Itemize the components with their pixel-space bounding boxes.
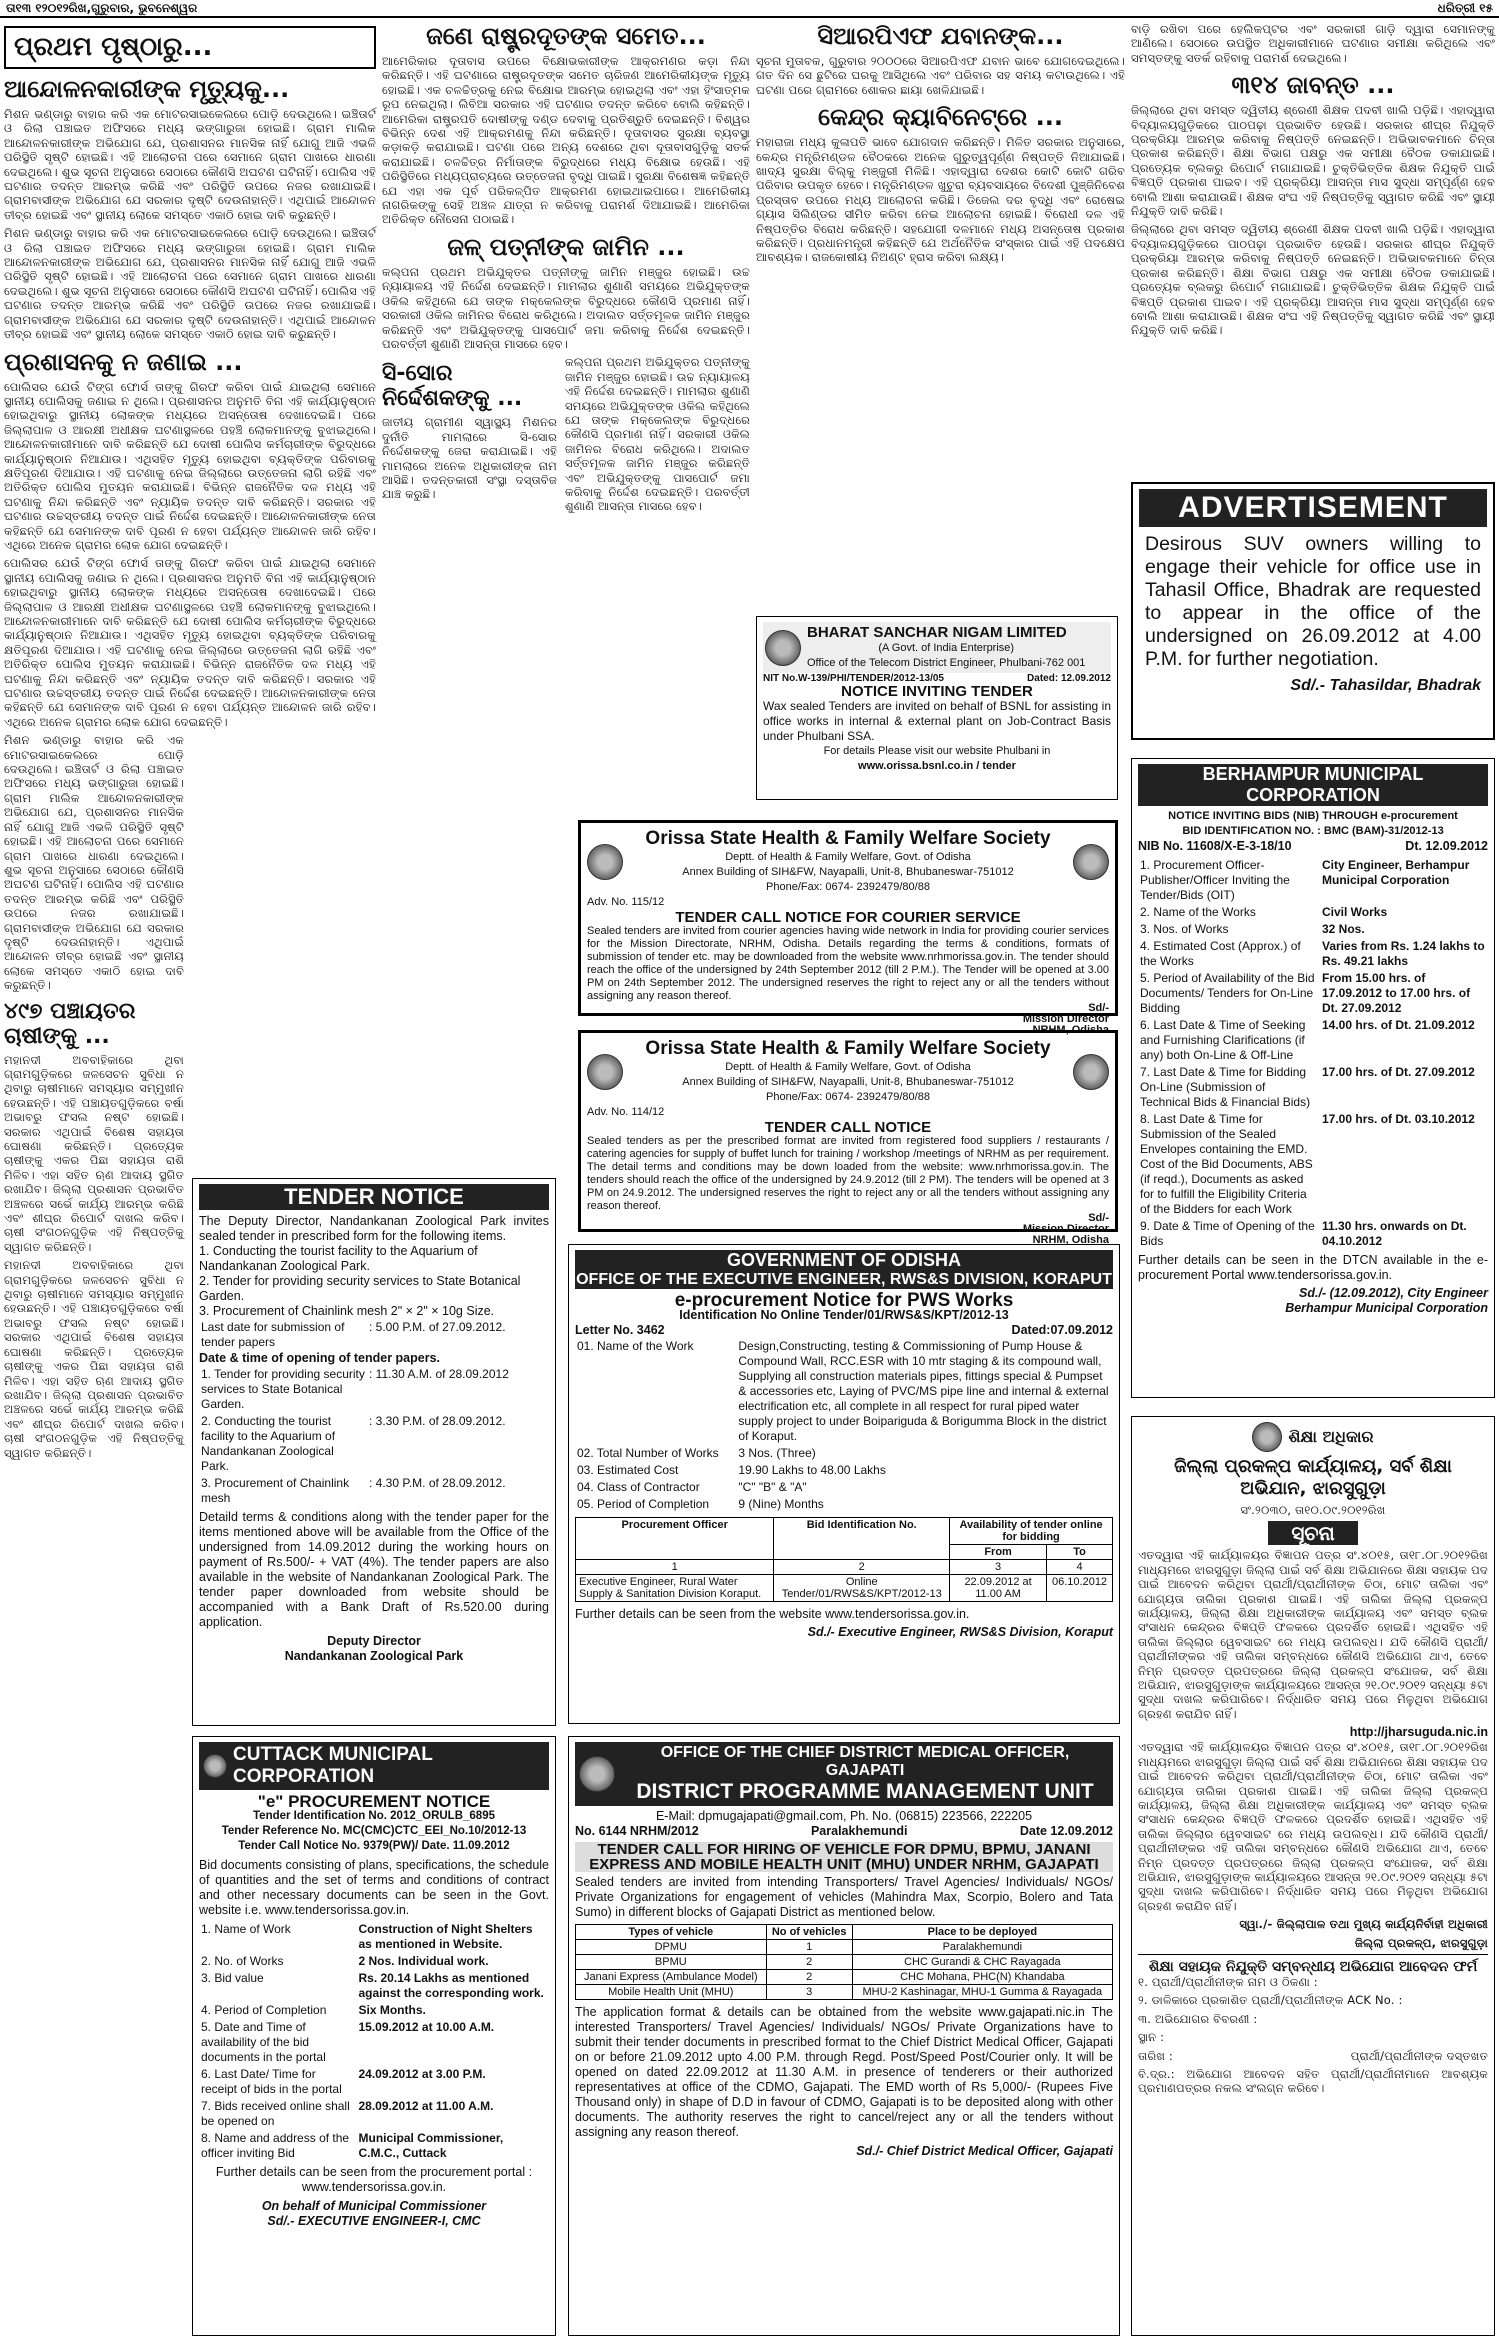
bsnl-notice xyxy=(756,616,1118,800)
headline-crpf-jawan: ସିଆରପିଏଫ ଯବାନଙ୍କ... xyxy=(817,22,1064,50)
bmc-key: 1. Procurement Officer-Publisher/Officer Inviting the Tender/Bids (OIT) xyxy=(1140,858,1290,902)
article-text: ମହାନଦୀ ଅବବାହିକାରେ ଥିବା ଗ୍ରାମଗୁଡ଼ିକରେ ଜଳସେଚନ ସୁବିଧା ନ ଥିବାରୁ ଚାଷୀମାନେ ସମସ୍ୟାର ସମ୍ମୁଖୀନ ହେଉଛନ୍ତି। ଏହି ପଞ୍ଚାୟତଗୁଡ଼ିକରେ ବର୍ଷା ଅଭାବରୁ ଫସଲ ନଷ୍ଟ ହୋଇଛି। ସରକାର ଏଥିପାଇଁ ବିଶେଷ ସହାୟତା ଘୋଷଣା କରିଛନ୍ତି। ପ୍ରତ୍ୟେକ ଚାଷୀଙ୍କୁ ଏକର ପିଛା ସହାୟତା ରାଶି ମିଳିବ। ଏହା ସହିତ ଋଣ ଆଦାୟ ସ୍ଥଗିତ ରଖାଯିବ। ଜିଲ୍ଲା ପ୍ରଶାସନ ପ୍ରଭାବିତ ଅଞ୍ଚଳରେ ସର୍ଭେ କାର୍ଯ୍ୟ ଆରମ୍ଭ କରିଛି ଏବଂ ଶୀଘ୍ର ରିପୋର୍ଟ ଦାଖଲ କରିବ। ଚାଷୀ ସଂଗଠନଗୁଡ଼ିକ ଏହି ନିଷ୍ପତ୍ତିକୁ ସ୍ୱାଗତ କରିଛନ୍ତି। xyxy=(4,1258,184,1460)
rws-date: Dated:07.09.2012 xyxy=(1011,1323,1113,1337)
bmc-sub: NOTICE INVITING BIDS (NIB) THROUGH e-procurement xyxy=(1168,810,1458,822)
article-text: ଜିଲ୍ଲାରେ ଥିବା ସମସ୍ତ ଦ୍ୱିତୀୟ ଶ୍ରେଣୀ ଶିକ୍ଷକ ପଦବୀ ଖାଲି ପଡ଼ିଛି। ଏହାଦ୍ୱାରା ବିଦ୍ୟାଳୟଗୁଡ଼ିକରେ ପାଠପଢ଼ା ପ୍ରଭାବିତ ହେଉଛି। ସରକାର ଶୀଘ୍ର ନିଯୁକ୍ତି ପ୍ରକ୍ରିୟା ଆରମ୍ଭ କରିବାକୁ ନିଷ୍ପତ୍ତି ନେଇଛନ୍ତି। ଅଭିଭାବକମାନେ ଚିନ୍ତା ପ୍ରକାଶ କରିଛନ୍ତି। ଶିକ୍ଷା ବିଭାଗ ପକ୍ଷରୁ ଏକ ସମୀକ୍ଷା ବୈଠକ ଡକାଯାଇଛି। ପ୍ରତ୍ୟେକ ବ୍ଲକରୁ ରିପୋର୍ଟ ମଗାଯାଇଛି। ଚୁକ୍ତିଭିତ୍ତିକ ଶିକ୍ଷକ ନିଯୁକ୍ତି ପାଇଁ ବିଜ୍ଞପ୍ତି ପ୍ରକାଶ ପାଇବ। ଏହି ପ୍ରକ୍ରିୟା ଆସନ୍ତା ମାସ ସୁଦ୍ଧା ସମ୍ପୂର୍ଣ୍ଣ ହେବ ବୋଲି ଆଶା କରାଯାଉଛି। ଶିକ୍ଷକ ସଂଘ ଏହି ନିଷ୍ପତ୍ତିକୁ ସ୍ୱାଗତ କରିଛି ଏବଂ ସ୍ଥାୟୀ ନିଯୁକ୍ତି ଦାବି କରିଛି। xyxy=(1131,222,1495,338)
article-text: ଆମେରିକାର ଦୂତାବାସ ଉପରେ ବିକ୍ଷୋଭକାରୀଙ୍କ ଆକ୍ରମଣର କଡ଼ା ନିନ୍ଦା କରିଛନ୍ତି। ଏହି ଘଟଣାରେ ରାଷ୍ଟ୍ରଦୂତଙ୍କ ସମେତ ଚାରିଜଣ ଆମେରିକୀୟଙ୍କ ମୃତ୍ୟୁ ହୋଇଛି। ଏକ ଚଳଚ୍ଚିତ୍ରକୁ ନେଇ ବିକ୍ଷୋଭ ଆରମ୍ଭ ହୋଇଥିଲା ଏବଂ ଏହା ହିଂସାତ୍ମକ ରୂପ ନେଇଥିଲା। ଲିବିଆ ସରକାର ଏହି ଘଟଣାର ତଦନ୍ତ କରିବେ ବୋଲି କହିଛନ୍ତି। ଆମେରିକା ରାଷ୍ଟ୍ରପତି ଦୋଷୀଙ୍କୁ ଦଣ୍ଡ ଦେବାକୁ ପ୍ରତିଶ୍ରୁତି ଦେଇଛନ୍ତି। ବିଶ୍ୱର ବିଭିନ୍ନ ଦେଶ ଏହି ଆକ୍ରମଣକୁ ନିନ୍ଦା କରିଛନ୍ତି। ଦୂତାବାସର ସୁରକ୍ଷା ବ୍ୟବସ୍ଥା କଡ଼ାକଡ଼ି କରାଯାଇଛି। ଘଟଣା ପରେ ଅନ୍ୟ ଦେଶରେ ଥିବା ଦୂତାବାସଗୁଡ଼ିକୁ ସତର୍କ କରାଯାଇଛି। ଚଳଚ୍ଚିତ୍ର ନିର୍ମାତାଙ୍କ ବିରୁଦ୍ଧରେ ମଧ୍ୟ ବିକ୍ଷୋଭ ହେଉଛି। ଏହି ପରିସ୍ଥିତିରେ ମଧ୍ୟପ୍ରାଚ୍ୟରେ ଉତ୍ତେଜନା ବୃଦ୍ଧି ପାଇଛି। ସୁରକ୍ଷା ବିଶେଷଜ୍ଞ କହିଛନ୍ତି ଯେ ଏହା ଏକ ପୂର୍ବ ପରିକଳ୍ପିତ ଆକ୍ରମଣ ହୋଇଥାଇପାରେ। ଆମେରିକୀୟ ନାଗରିକଙ୍କୁ ସେହି ଅଞ୍ଚଳ ଯାତ୍ରା ନ କରିବାକୁ ପରାମର୍ଶ ଦିଆଯାଇଛି। ଆମେରିକା ଅତିରିକ୍ତ ନୌସେନା ପଠାଇଛି। xyxy=(382,54,750,227)
article-text: ପୋଲିସର ଯେଉଁ ଟିଙ୍ଗ ଫୋର୍ସ ତାଙ୍କୁ ଗିରଫ କରିବା ପାଇଁ ଯାଇଥିଲା ସେମାନେ ସ୍ଥାନୀୟ ପୋଲିସକୁ ଜଣାଇ ନ ଥିଲେ। ପ୍ରଶାସନର ଅନୁମତି ବିନା ଏହି କାର୍ଯ୍ୟାନୁଷ୍ଠାନ ହୋଇଥିବାରୁ ସ୍ଥାନୀୟ ଲୋକଙ୍କ ମଧ୍ୟରେ ଅସନ୍ତୋଷ ଦେଖାଦେଇଛି। ପରେ ଜିଲ୍ଲାପାଳ ଓ ଆରକ୍ଷୀ ଅଧୀକ୍ଷକ ଘଟଣାସ୍ଥଳରେ ପହଞ୍ଚି ଲୋକମାନଙ୍କୁ ବୁଝାଇଥିଲେ। ଆନ୍ଦୋଳନକାରୀମାନେ ଦାବି କରିଛନ୍ତି ଯେ ଦୋଷୀ ପୋଲିସ କର୍ମଚାରୀଙ୍କ ବିରୁଦ୍ଧରେ କାର୍ଯ୍ୟାନୁଷ୍ଠାନ ନିଆଯାଉ। ଏଥିସହିତ ମୃତ୍ୟୁ ହୋଇଥିବା ବ୍ୟକ୍ତିଙ୍କ ପରିବାରକୁ କ୍ଷତିପୂରଣ ଦିଆଯାଉ। ଏହି ଘଟଣାକୁ ନେଇ ଜିଲ୍ଲାରେ ଉତ୍ତେଜନା ଲାଗି ରହିଛି ଏବଂ ଅତିରିକ୍ତ ପୋଲିସ ମୁତୟନ କରାଯାଇଛି। ବିଭିନ୍ନ ରାଜନୈତିକ ଦଳ ମଧ୍ୟ ଏହି ଘଟଣାକୁ ନିନ୍ଦା କରିଛନ୍ତି ଏବଂ ନ୍ୟାୟିକ ତଦନ୍ତ ଦାବି କରିଛନ୍ତି। ସରକାର ଏହି ଘଟଣାର ଉଚ୍ଚସ୍ତରୀୟ ତଦନ୍ତ ପାଇଁ ନିର୍ଦ୍ଦେଶ ଦେଇଛନ୍ତି। ଆନ୍ଦୋଳନକାରୀଙ୍କ ନେତା କହିଛନ୍ତି ଯେ ସେମାନଙ୍କ ଦାବି ପୂରଣ ନ ହେବା ପର୍ଯ୍ୟନ୍ତ ଆନ୍ଦୋଳନ ଜାରି ରହିବ। ଏଥିରେ ଅନେକ ଗ୍ରାମର ଲୋକ ଯୋଗ ଦେଇଛନ୍ତି। xyxy=(4,556,376,729)
nzp-open-time: : 11.30 A.M. of 28.09.2012 xyxy=(369,1367,509,1381)
rws-footer: Further details can be seen from the website www.tendersorissa.gov.in. xyxy=(575,1607,970,1621)
col-number: 3 xyxy=(950,1560,1047,1575)
headline-central-cabinet: କେନ୍ଦ୍ର କ୍ୟାବିନେଟ୍‌ରେ ... xyxy=(818,103,1063,132)
article-text: ମିଶନ ଭଣ୍ଡାରୁ ବାହାର କରି ଏକ ମୋଟରସାଇକେଲରେ ପୋଡ଼ି ଦେଉଥିଲେ। ଇଞ୍ଚିତାର୍ଟ ଓ ରିଲା ପଞ୍ଚାଇତ ଅଫିସରେ ମଧ୍ୟ ଭଙ୍ଗାରୁଜା ହୋଇଛି। ଗ୍ରାମ ମାଲିକ ଆନ୍ଦୋଳନକାରୀଙ୍କ ଅଭିଯୋଗ ଯେ, ପ୍ରଶାସନର ମାନସିକ ନାହିଁ ଯୋଗୁ ଆଜି ଏଭଳି ପରିସ୍ଥିତି ସୃଷ୍ଟି ହୋଇଛି। ଏହି ଆଲୋଚନା ପରେ ସେମାନେ ଗ୍ରାମ ପାଖରେ ଧାରଣା ଦେଇଥିଲେ। ଶୁଭ ସୂଚନା ଅନୁସାରେ ସେଠାରେ କୌଣସି ଅଘଟଣ ଘଟିନାହିଁ। ପୋଲିସ ଏହି ଘଟଣାର ତଦନ୍ତ ଆରମ୍ଭ କରିଛି ଏବଂ ପରିସ୍ଥିତି ଉପରେ ନଜର ରଖାଯାଇଛି। ଗ୍ରାମବାସୀଙ୍କ ଅଭିଯୋଗ ଯେ ସରକାର ଦୃଷ୍ଟି ଦେଉନାହାନ୍ତି। ଏଥିପାଇଁ ଆନ୍ଦୋଳନ ତୀବ୍ର ହୋଇଛି ଏବଂ ସ୍ଥାନୀୟ ଲୋକେ ସମସ୍ତେ ଏକାଠି ହୋଇ ଦାବି କରୁଛନ୍ତି। xyxy=(4,733,184,993)
cmc-tender-ref: Tender Reference No. MC(CMC)CTC_EEI_No.10/2012-13 xyxy=(221,1825,527,1837)
bmc-sign: Sd./- (12.09.2012), City Engineer xyxy=(1299,1286,1488,1300)
cmc-value: 2 Nos. Individual work. xyxy=(358,1954,489,1968)
table-cell: Online Tender/01/RWS&S/KPT/2012-13 xyxy=(774,1575,950,1602)
rws-koraput-notice xyxy=(568,1244,1120,1724)
headline-protesters-death: ଆନ୍ଦୋଳନକାରୀଙ୍କ ମୃତ୍ୟୁକୁ... xyxy=(4,75,290,103)
bsnl-sub: (A Govt. of India Enterprise) xyxy=(878,642,1015,654)
ssa-form-note: ବି.ଦ୍ର.: ଅଭିଯୋଗ ଆବେଦନ ସହିତ ପ୍ରାର୍ଥୀ/ପ୍ରାର୍ଥୀନୀମାନେ ଆବଶ୍ୟକ ପ୍ରମାଣପତ୍ରର ନକଲ ସଂଲଗ୍ନ କରିବେ। xyxy=(1138,2067,1488,2096)
table-cell: 2 xyxy=(766,1970,852,1985)
nzp-intro: The Deputy Director, Nandankanan Zoological Park invites sealed tender in prescribed form for the following items. xyxy=(199,1214,549,1243)
gajapati-body: The application format & details can be obtained from the website www.gajapati.nic.in The interested Transporters/ Travel Agencies/ Individuals/ NGOs/ Private Organizations have to submit their tender documents in prescribed format to the Chief District Medical Officer, Gajapati on or before 21.09.2012 upto 4.00 P.M. through Regd. Post/Speed Post/Courier only. It will be opened on dated 22.09.2012 at 11.30 A.M. in presence of tenderers or their authorized representatives at office of the CDMO, Gajapati. The EMD worth of Rs 5,000/- (Rupees Five Thousand only) in shape of D.D in favour of CDMO, Gajapati is to be deposited along with other documents. The authority reserves the right to cancel/reject any or all the tenders without assigning any reason thereof. xyxy=(575,2005,1113,2139)
table-cell: CHC Mohana, PHC(N) Khandaba xyxy=(852,1970,1112,1985)
oshfws-catering-title: TENDER CALL NOTICE xyxy=(764,1119,932,1136)
bmc-value: 17.00 hrs. of Dt. 27.09.2012 xyxy=(1322,1065,1475,1079)
article-text: ଜିଲ୍ଲାରେ ଥିବା ସମସ୍ତ ଦ୍ୱିତୀୟ ଶ୍ରେଣୀ ଶିକ୍ଷକ ପଦବୀ ଖାଲି ପଡ଼ିଛି। ଏହାଦ୍ୱାରା ବିଦ୍ୟାଳୟଗୁଡ଼ିକରେ ପାଠପଢ଼ା ପ୍ରଭାବିତ ହେଉଛି। ସରକାର ଶୀଘ୍ର ନିଯୁକ୍ତି ପ୍ରକ୍ରିୟା ଆରମ୍ଭ କରିବାକୁ ନିଷ୍ପତ୍ତି ନେଇଛନ୍ତି। ଅଭିଭାବକମାନେ ଚିନ୍ତା ପ୍ରକାଶ କରିଛନ୍ତି। ଶିକ୍ଷା ବିଭାଗ ପକ୍ଷରୁ ଏକ ସମୀକ୍ଷା ବୈଠକ ଡକାଯାଇଛି। ପ୍ରତ୍ୟେକ ବ୍ଲକରୁ ରିପୋର୍ଟ ମଗାଯାଇଛି। ଚୁକ୍ତିଭିତ୍ତିକ ଶିକ୍ଷକ ନିଯୁକ୍ତି ପାଇଁ ବିଜ୍ଞପ୍ତି ପ୍ରକାଶ ପାଇବ। ଏହି ପ୍ରକ୍ରିୟା ଆସନ୍ତା ମାସ ସୁଦ୍ଧା ସମ୍ପୂର୍ଣ୍ଣ ହେବ ବୋଲି ଆଶା କରାଯାଉଛି। ଶିକ୍ଷକ ସଂଘ ଏହି ନିଷ୍ପତ୍ତିକୁ ସ୍ୱାଗତ କରିଛି ଏବଂ ସ୍ଥାୟୀ ନିଯୁକ୍ତି ଦାବି କରିଛି। xyxy=(1131,103,1495,219)
bsnl-title: NOTICE INVITING TENDER xyxy=(841,683,1033,700)
rws-key: 05. Period of Completion xyxy=(577,1497,710,1511)
rws-key: 04. Class of Contractor xyxy=(577,1480,700,1494)
rws-tender-table xyxy=(575,1517,1113,1602)
table-cell: 3 xyxy=(766,1985,852,2000)
bsnl-name: BHARAT SANCHAR NIGAM LIMITED xyxy=(807,624,1067,641)
table-cell: CHC Gurandi & CHC Rayagada xyxy=(852,1955,1112,1970)
ssa-form-title: ଶିକ୍ଷା ସହାୟକ ନିଯୁକ୍ତି ସମ୍ବନ୍ଧୀୟ ଅଭିଯୋଗ ଆବେଦନ ଫର୍ମ xyxy=(1148,1958,1478,1975)
nzp-open-time: : 3.30 P.M. of 28.09.2012. xyxy=(369,1414,506,1428)
rws-key: 03. Estimated Cost xyxy=(577,1463,679,1477)
rws-value: "C" "B" & "A" xyxy=(738,1480,807,1494)
ssa-form-field-place: ସ୍ଥାନ : xyxy=(1138,2030,1165,2045)
headline-without-informing-admin: ପ୍ରଶାସନକୁ ନ ଜଣାଇ ... xyxy=(4,347,243,376)
bsnl-footer: For details Please visit our website Phulbani in xyxy=(823,745,1051,757)
nzp-item: 3. Procurement of Chainlink mesh 2" × 2" × 10g Size. xyxy=(199,1304,495,1318)
advertisement-body: Desirous SUV owners willing to engage their vehicle for office use in Tahasil Office, Bhadrak are requested to appear in the office of the undersigned on 26.09.2012 at 4.00 P.M. for further negotiation. xyxy=(1145,533,1481,670)
article-text: ବାଡ଼ି ରଖିବା ପରେ ହେଲିକପ୍ଟର ଏବଂ ସରକାରୀ ଗାଡ଼ି ଦ୍ୱାରା ସେମାନଙ୍କୁ ଆଣିଲେ। ସେଠାରେ ଉପସ୍ଥିତ ଅଧିକାରୀମାନେ ଘଟଣାର ସମୀକ୍ଷା କରିଥିଲେ ଏବଂ ସମସ୍ତଙ୍କୁ ସତର୍କ ରହିବାକୁ ପରାମର୍ଶ ଦେଇଥିଲେ। xyxy=(1131,22,1495,65)
col-header: No of vehicles xyxy=(766,1925,852,1940)
berhampur-municipal-notice xyxy=(1131,758,1495,1398)
cmc-value: Rs. 20.14 Lakhs as mentioned against the corresponding work. xyxy=(358,1971,544,2000)
rws-govt: GOVERNMENT OF ODISHA xyxy=(575,1250,1113,1271)
ssa-logo-icon xyxy=(1252,1422,1282,1452)
cmc-key: 6. Last Date/ Time for receipt of bids in the portal xyxy=(201,2067,342,2096)
gajapati-dpmu-notice xyxy=(568,1736,1120,2336)
bmc-value: Civil Works xyxy=(1322,905,1388,919)
oshfws-courier-title: TENDER CALL NOTICE FOR COURIER SERVICE xyxy=(675,909,1021,926)
cmc-subtitle: "e" PROCUREMENT NOTICE xyxy=(257,1792,491,1811)
bmc-title: BERHAMPUR MUNICIPAL CORPORATION xyxy=(1138,764,1488,806)
bsnl-nit: NIT No.W-139/PHI/TENDER/2012-13/05 xyxy=(763,673,944,684)
bsnl-logo-icon xyxy=(765,630,801,666)
cmc-key: 5. Date and Time of availability of the bid documents in the portal xyxy=(201,2020,326,2064)
nzp-last-label: Last date for submission of tender papers xyxy=(201,1320,345,1349)
ssa-ref: ସଂ.୨୦୩୦, ତା୧୦.୦୯.୨୦୧୨ରିଖ xyxy=(1240,1503,1386,1517)
cmc-value: 24.09.2012 at 3.00 P.M. xyxy=(358,2067,486,2081)
table-row xyxy=(576,1955,1113,1970)
bmc-value: 14.00 hrs. of Dt. 21.09.2012 xyxy=(1322,1018,1475,1032)
nrhm-logo-icon xyxy=(587,844,623,880)
bmc-key: 4. Estimated Cost (Approx.) of the Works xyxy=(1140,939,1301,968)
nzp-title: TENDER NOTICE xyxy=(199,1184,549,1210)
ssa-form-signature: ପ୍ରାର୍ଥୀ/ପ୍ରାର୍ଥୀନୀଙ୍କ ଦସ୍ତଖତ xyxy=(1350,2048,1488,2063)
table-cell: MHU-2 Kashinagar, MHU-1 Gumma & Rayagada xyxy=(852,1985,1112,2000)
article-text: ମହାନଦୀ ଅବବାହିକାରେ ଥିବା ଗ୍ରାମଗୁଡ଼ିକରେ ଜଳସେଚନ ସୁବିଧା ନ ଥିବାରୁ ଚାଷୀମାନେ ସମସ୍ୟାର ସମ୍ମୁଖୀନ ହେଉଛନ୍ତି। ଏହି ପଞ୍ଚାୟତଗୁଡ଼ିକରେ ବର୍ଷା ଅଭାବରୁ ଫସଲ ନଷ୍ଟ ହୋଇଛି। ସରକାର ଏଥିପାଇଁ ବିଶେଷ ସହାୟତା ଘୋଷଣା କରିଛନ୍ତି। ପ୍ରତ୍ୟେକ ଚାଷୀଙ୍କୁ ଏକର ପିଛା ସହାୟତା ରାଶି ମିଳିବ। ଏହା ସହିତ ଋଣ ଆଦାୟ ସ୍ଥଗିତ ରଖାଯିବ। ଜିଲ୍ଲା ପ୍ରଶାସନ ପ୍ରଭାବିତ ଅଞ୍ଚଳରେ ସର୍ଭେ କାର୍ଯ୍ୟ ଆରମ୍ଭ କରିଛି ଏବଂ ଶୀଘ୍ର ରିପୋର୍ଟ ଦାଖଲ କରିବ। ଚାଷୀ ସଂଗଠନଗୁଡ଼ିକ ଏହି ନିଷ୍ପତ୍ତିକୁ ସ୍ୱାଗତ କରିଛନ୍ତି। xyxy=(4,1052,184,1254)
bmc-value: 11.30 hrs. onwards on Dt. 04.10.2012 xyxy=(1322,1219,1467,1248)
sign-org: NRHM, Odisha xyxy=(1032,1234,1109,1246)
oshfws-address: Annex Building of SIH&FW, Nayapalli, Unit-8, Bhubaneswar-751012 xyxy=(682,1076,1014,1088)
col-number: 2 xyxy=(774,1560,950,1575)
col-header: From xyxy=(950,1545,1047,1560)
oshfws-adv-no: Adv. No. 114/12 xyxy=(587,1106,665,1118)
bmc-sign-org: Berhampur Municipal Corporation xyxy=(1285,1301,1488,1315)
cmc-value: Construction of Night Shelters as mentioned in Website. xyxy=(358,1922,533,1951)
nzp-sign-org: Nandankanan Zoological Park xyxy=(284,1649,464,1663)
rws-sign: Sd./- Executive Engineer, RWS&S Division, Koraput xyxy=(807,1625,1113,1639)
oshfws-adv-no: Adv. No. 115/12 xyxy=(587,896,665,908)
table-cell: BPMU xyxy=(576,1955,767,1970)
nzp-last-value: : 5.00 P.M. of 27.09.2012. xyxy=(369,1320,506,1334)
col-header: Procurement Officer xyxy=(576,1518,774,1560)
headline-497-panchayat-farmers: ୪୯୭ ପଞ୍ଚାୟତର ଚାଷୀଙ୍କୁ ... xyxy=(4,998,136,1049)
bmc-key: 9. Date & Time of Opening of the Bids xyxy=(1140,1219,1315,1248)
bmc-key: 7. Last Date & Time for Bidding On-Line (Submission of Technical Bids & Financial Bids) xyxy=(1140,1065,1311,1109)
cmc-value: 15.09.2012 at 10.00 A.M. xyxy=(358,2020,495,2034)
rws-value: 19.90 Lakhs to 48.00 Lakhs xyxy=(738,1463,886,1477)
nzp-item: 1. Conducting the tourist facility to the Aquarium of Nandankanan Zoological Park. xyxy=(199,1244,478,1273)
bsnl-office: Office of the Telecom District Engineer, Phulbani-762 001 xyxy=(807,657,1086,669)
column-4 xyxy=(1131,22,1495,472)
bmc-bid-id: BID IDENTIFICATION NO. : BMC (BAM)-31/2012-13 xyxy=(1182,825,1444,837)
headline-wife-bail: ଜଳ୍ ପତ୍ନୀଙ୍କ ଜାମିନ ... xyxy=(447,232,685,261)
gajapati-sign: Sd./- Chief District Medical Officer, Gajapati xyxy=(856,2144,1113,2158)
rws-ident: Identification No Online Tender/01/RWS&S/KPT/2012-13 xyxy=(679,1308,1009,1322)
bsnl-body: Wax sealed Tenders are invited on behalf of BSNL for assisting in office works in internal & external plant on Job-Contract Basis under Phulbani SSA. xyxy=(763,699,1111,743)
article-text: ପୋଲିସର ଯେଉଁ ଟିଙ୍ଗ ଫୋର୍ସ ତାଙ୍କୁ ଗିରଫ କରିବା ପାଇଁ ଯାଇଥିଲା ସେମାନେ ସ୍ଥାନୀୟ ପୋଲିସକୁ ଜଣାଇ ନ ଥିଲେ। ପ୍ରଶାସନର ଅନୁମତି ବିନା ଏହି କାର୍ଯ୍ୟାନୁଷ୍ଠାନ ହୋଇଥିବାରୁ ସ୍ଥାନୀୟ ଲୋକଙ୍କ ମଧ୍ୟରେ ଅସନ୍ତୋଷ ଦେଖାଦେଇଛି। ପରେ ଜିଲ୍ଲାପାଳ ଓ ଆରକ୍ଷୀ ଅଧୀକ୍ଷକ ଘଟଣାସ୍ଥଳରେ ପହଞ୍ଚି ଲୋକମାନଙ୍କୁ ବୁଝାଇଥିଲେ। ଆନ୍ଦୋଳନକାରୀମାନେ ଦାବି କରିଛନ୍ତି ଯେ ଦୋଷୀ ପୋଲିସ କର୍ମଚାରୀଙ୍କ ବିରୁଦ୍ଧରେ କାର୍ଯ୍ୟାନୁଷ୍ଠାନ ନିଆଯାଉ। ଏଥିସହିତ ମୃତ୍ୟୁ ହୋଇଥିବା ବ୍ୟକ୍ତିଙ୍କ ପରିବାରକୁ କ୍ଷତିପୂରଣ ଦିଆଯାଉ। ଏହି ଘଟଣାକୁ ନେଇ ଜିଲ୍ଲାରେ ଉତ୍ତେଜନା ଲାଗି ରହିଛି ଏବଂ ଅତିରିକ୍ତ ପୋଲିସ ମୁତୟନ କରାଯାଇଛି। ବିଭିନ୍ନ ରାଜନୈତିକ ଦଳ ମଧ୍ୟ ଏହି ଘଟଣାକୁ ନିନ୍ଦା କରିଛନ୍ତି ଏବଂ ନ୍ୟାୟିକ ତଦନ୍ତ ଦାବି କରିଛନ୍ତି। ସରକାର ଏହି ଘଟଣାର ଉଚ୍ଚସ୍ତରୀୟ ତଦନ୍ତ ପାଇଁ ନିର୍ଦ୍ଦେଶ ଦେଇଛନ୍ତି। ଆନ୍ଦୋଳନକାରୀଙ୍କ ନେତା କହିଛନ୍ତି ଯେ ସେମାନଙ୍କ ଦାବି ପୂରଣ ନ ହେବା ପର୍ଯ୍ୟନ୍ତ ଆନ୍ଦୋଳନ ଜାରି ରହିବ। ଏଥିରେ ଅନେକ ଗ୍ରାମର ଲୋକ ଯୋଗ ଦେଇଛନ୍ତି। xyxy=(4,379,376,552)
bmc-key: 6. Last Date & Time of Seeking and Furnishing Clarifications (if any) both On-Line & Off-Line xyxy=(1140,1018,1306,1062)
masthead xyxy=(0,0,1499,18)
table-cell: DPMU xyxy=(576,1940,767,1955)
nzp-open-time: : 4.30 P.M. of 28.09.2012. xyxy=(369,1476,506,1490)
cmc-value: Six Months. xyxy=(358,2003,426,2017)
ssa-form-field-date: ତାରିଖ : xyxy=(1138,2048,1173,2063)
cmc-key: 3. Bid value xyxy=(201,1971,264,1985)
nrhm-logo-icon xyxy=(587,1054,623,1090)
col-header: Place to be deployed xyxy=(852,1925,1112,1940)
cmc-key: 8. Name and address of the officer inviting Bid xyxy=(201,2131,350,2160)
ssa-form-field-detail: ୩. ଅଭିଯୋଗର ବିବରଣୀ : xyxy=(1138,2011,1258,2026)
cmc-tender-id: Tender Identification No. 2012_ORULB_6895 xyxy=(253,1810,495,1822)
ssa-jharsuguda-notice xyxy=(1131,1416,1495,2336)
col-header: Types of vehicle xyxy=(576,1925,767,1940)
oshfws-dept: Deptt. of Health & Family Welfare, Govt. of Odisha xyxy=(725,851,971,863)
table-row xyxy=(576,1970,1113,1985)
article-text: ଜାତୀୟ ଗ୍ରାମୀଣ ସ୍ୱାସ୍ଥ୍ୟ ମିଶନର ଦୁର୍ନୀତି ମାମଲାରେ ସି-ସୋର ନିର୍ଦ୍ଦେଶକଙ୍କୁ ଜେରା କରାଯାଇଛି। ଏହି ମାମଲାରେ ଅନେକ ଅଧିକାରୀଙ୍କ ନାମ ଆସିଛି। ତଦନ୍ତକାରୀ ସଂସ୍ଥା ଦସ୍ତାବିଜ ଯାଞ୍ଚ କରୁଛି। xyxy=(382,415,557,502)
bmc-key: 8. Last Date & Time for Submission of the Sealed Envelopes containing the EMD. Cost of the Bid Documents, ABS (if reqd.), Documents as asked for to fulfill the Eligibility Criteria of the Bidders for each Work xyxy=(1140,1112,1313,1216)
table-cell: Paralakhemundi xyxy=(852,1940,1112,1955)
cmc-tender-call: Tender Call Notice No. 9379(PW)/ Date. 11.09.2012 xyxy=(238,1840,510,1852)
bmc-value: City Engineer, Berhampur Municipal Corporation xyxy=(1322,858,1470,887)
gajapati-contact: E-Mail: dpmugajapati@gmail.com, Ph. No. (06815) 223566, 222205 xyxy=(655,1809,1033,1823)
bmc-footer: Further details can be seen in the DTCN available in the e-procurement Portal www.tendersorissa.gov.in. xyxy=(1138,1253,1488,1282)
ssa-notice-label: ସୂଚନା xyxy=(1268,1521,1358,1545)
advertisement-sign: Sd/.- Tahasildar, Bhadrak xyxy=(1290,677,1481,694)
ssa-form-field-ack: ୨. ଡାଳିକାରେ ପ୍ରକାଶିତ ପ୍ରାର୍ଥୀ/ପ୍ରାର୍ଥୀନୀଙ୍କ ACK No. : xyxy=(1138,1993,1403,2008)
col-number: 1 xyxy=(576,1560,774,1575)
bmc-value: Varies from Rs. 1.24 lakhs to Rs. 49.21 lakhs xyxy=(1322,939,1485,968)
headline-c-sor-director: ସି-ସୋର ନିର୍ଦ୍ଦେଶକଙ୍କୁ ... xyxy=(382,361,523,412)
oshfws-courier-notice xyxy=(578,820,1118,1036)
bmc-date: Dt. 12.09.2012 xyxy=(1405,839,1488,853)
rws-office: OFFICE OF THE EXECUTIVE ENGINEER, RWS&S DIVISION, KORAPUT xyxy=(576,1271,1112,1288)
gajapati-no: No. 6144 NRHM/2012 xyxy=(575,1824,699,1838)
bmc-details xyxy=(1138,857,1488,1250)
cuttack-municipal-notice xyxy=(192,1736,556,2336)
article-text: ସୂଚନା ମୁତାବକ, ଗୁରୁବାର ୨୦୦୦ରେ ସିଆରପିଏଫ ଯବାନ ଭାବେ ଯୋଗଦେଇଥିଲେ। ଗତ ଦିନ ସେ ଛୁଟିରେ ଘରକୁ ଆସିଥିଲେ ଏବଂ ପରିବାର ସହ ସମୟ କଟାଉଥିଲେ। ଏହି ଘଟଣା ପରେ ଗ୍ରାମରେ ଶୋକର ଛାୟା ଖେଳିଯାଇଛି। xyxy=(756,54,1125,97)
oshfws-dept: Deptt. of Health & Family Welfare, Govt. of Odisha xyxy=(725,1061,971,1073)
oshfws-phone: Phone/Fax: 0674- 2392479/80/88 xyxy=(766,881,930,893)
oshfws-phone: Phone/Fax: 0674- 2392479/80/88 xyxy=(766,1091,930,1103)
article-text: କଲ୍ପନା ପ୍ରଥମ ଅଭିଯୁକ୍ତର ପତ୍ନୀଙ୍କୁ ଜାମିନ ମଞ୍ଜୁର ହୋଇଛି। ଉଚ୍ଚ ନ୍ୟାୟାଳୟ ଏହି ନିର୍ଦ୍ଦେଶ ଦେଇଛନ୍ତି। ମାମଲାର ଶୁଣାଣି ସମୟରେ ଅଭିଯୁକ୍ତଙ୍କ ଓକିଲ କହିଥିଲେ ଯେ ତାଙ୍କ ମକ୍କେଲଙ୍କ ବିରୁଦ୍ଧରେ କୌଣସି ପ୍ରମାଣ ନାହିଁ। ସରକାରୀ ଓକିଲ ଜାମିନର ବିରୋଧ କରିଥିଲେ। ଅଦାଲତ ସର୍ତ୍ତମୂଳକ ଜାମିନ ମଞ୍ଜୁର କରିଛନ୍ତି ଏବଂ ଅଭିଯୁକ୍ତଙ୍କୁ ପାସପୋର୍ଟ ଜମା କରିବାକୁ ନିର୍ଦ୍ଦେଶ ଦେଇଛନ୍ତି। ପରବର୍ତ୍ତୀ ଶୁଣାଣି ଆସନ୍ତା ମାସରେ ହେବ। xyxy=(382,264,750,351)
table-cell: 1 xyxy=(766,1940,852,1955)
rws-value: 9 (Nine) Months xyxy=(738,1497,824,1511)
table-cell: Mobile Health Unit (MHU) xyxy=(576,1985,767,2000)
col-header: Bid Identification No. xyxy=(774,1518,950,1560)
bmc-value: From 15.00 hrs. of 17.09.2012 to 17.00 hrs. of Dt. 27.09.2012 xyxy=(1322,971,1471,1015)
oshfws-address: Annex Building of SIH&FW, Nayapalli, Unit-8, Bhubaneswar-751012 xyxy=(682,866,1014,878)
col-header: Availability of tender online for bidding xyxy=(950,1518,1113,1545)
nrhm-logo-icon xyxy=(579,1756,615,1792)
rws-key: 01. Name of the Work xyxy=(577,1339,694,1353)
cmc-title: CUTTACK MUNICIPAL CORPORATION xyxy=(233,1744,433,1787)
nzp-opening-table xyxy=(199,1366,549,1507)
ssa-body: ଏତଦ୍ୱାରା ଏହି କାର୍ଯ୍ୟାଳୟର ବିଜ୍ଞାପନ ପତ୍ର ସଂ.୪୦୧୫, ତା୧୮.୦୮.୨୦୧୨ରିଖ ମାଧ୍ୟମରେ ଝାରସୁଗୁଡ଼ା ଜିଲ୍ଲା ପାଇଁ ସର୍ବ ଶିକ୍ଷା ଅଭିଯାନରେ ଶିକ୍ଷା ସହାୟକ ପଦ ପାଇଁ ଆବେଦନ କରିଥିବା ପ୍ରାର୍ଥୀ/ପ୍ରାର୍ଥୀନୀଙ୍କ ଚିଠା, ମୋଟ ତାଲିକା ଏବଂ ଯୋଗ୍ୟତା ତାଲିକା ପ୍ରକାଶ ପାଇଛି। ଏହି ତାଲିକା ଜିଲ୍ଲା ପ୍ରକଳ୍ପ କାର୍ଯ୍ୟାଳୟ, ଜିଲ୍ଲା ଶିକ୍ଷା ଅଧିକାରୀଙ୍କ କାର୍ଯ୍ୟାଳୟ ଏବଂ ସମସ୍ତ ବ୍ଲକ ସଂସାଧନ କେନ୍ଦ୍ରର ବିଜ୍ଞପ୍ତି ଫଳକରେ ପ୍ରଦର୍ଶିତ ହୋଇଛି। ଏଥିସହିତ ଏହି ତାଲିକା ଜିଲ୍ଲାର ୱେବସାଇଟ ରେ ମଧ୍ୟ ଉପଲବ୍ଧ। ଯଦି କୌଣସି ପ୍ରାର୍ଥୀ/ପ୍ରାର୍ଥୀନୀଙ୍କର ଏହି ତାଲିକା ସମ୍ବନ୍ଧରେ କୌଣସି ଅଭିଯୋଗ ଥାଏ, ତେବେ ନିମ୍ନ ପ୍ରଦତ୍ତ ପ୍ରପତ୍ରରେ ଜିଲ୍ଲା ପ୍ରକଳ୍ପ ସଂଯୋଜକ, ସର୍ବ ଶିକ୍ଷା ଅଭିଯାନ, ଝାରସୁଗୁଡ଼ାଙ୍କ କାର୍ଯ୍ୟାଳୟରେ ଆସନ୍ତା ୨୧.୦୯.୨୦୧୨ ସନ୍ଧ୍ୟା ୫ଟା ସୁଦ୍ଧା ଦାଖଲ କରିପାରିବେ। ନିର୍ଦ୍ଧାରିତ ସମୟ ପରେ ମିଳୁଥିବା ଅଭିଯୋଗ ଗ୍ରହଣ କରାଯିବ ନାହିଁ। xyxy=(1138,1740,1488,1913)
table-cell: 06.10.2012 xyxy=(1047,1575,1113,1602)
sign-sd: Sd/- xyxy=(1088,1002,1109,1014)
cmc-sign: Sd/.- EXECUTIVE ENGINEER-I, CMC xyxy=(267,2214,481,2228)
cmc-logo-icon xyxy=(203,1754,227,1778)
col-number: 4 xyxy=(1047,1560,1113,1575)
table-row xyxy=(576,1940,1113,1955)
masthead-date: ତା୧୩ ୧୨୦୧୨ରିଖ,ଗୁରୁବାର, ଭୁବନେଶ୍ୱର xyxy=(6,0,198,15)
gajapati-place: Paralakhemundi xyxy=(810,1824,908,1838)
oshfws-name: Orissa State Health & Family Welfare Society xyxy=(645,828,1051,849)
table-cell: Executive Engineer, Rural Water Supply & Sanitation Division Koraput. xyxy=(576,1575,774,1602)
nzp-body: Detaild terms & conditions along with the tender paper for the items mentioned above will be available from the Office of the undersigned from 14.09.2012 during the working hours on payment of Rs.500/- + VAT (4%). The tender papers are also available in the website of Nandankanan Zoological Park. The tender paper downloaded from website should be accompanied with a Bank Draft of Rs.520.00 during application. xyxy=(199,1510,549,1629)
nzp-last-date xyxy=(199,1319,549,1351)
nzp-item: 2. Tender for providing security services to State Botanical Garden. xyxy=(199,1274,521,1303)
rws-details xyxy=(575,1338,1113,1513)
article-text: କଲ୍ପନା ପ୍ରଥମ ଅଭିଯୁକ୍ତର ପତ୍ନୀଙ୍କୁ ଜାମିନ ମଞ୍ଜୁର ହୋଇଛି। ଉଚ୍ଚ ନ୍ୟାୟାଳୟ ଏହି ନିର୍ଦ୍ଦେଶ ଦେଇଛନ୍ତି। ମାମଲାର ଶୁଣାଣି ସମୟରେ ଅଭିଯୁକ୍ତଙ୍କ ଓକିଲ କହିଥିଲେ ଯେ ତାଙ୍କ ମକ୍କେଲଙ୍କ ବିରୁଦ୍ଧରେ କୌଣସି ପ୍ରମାଣ ନାହିଁ। ସରକାରୀ ଓକିଲ ଜାମିନର ବିରୋଧ କରିଥିଲେ। ଅଦାଲତ ସର୍ତ୍ତମୂଳକ ଜାମିନ ମଞ୍ଜୁର କରିଛନ୍ତି ଏବଂ ଅଭିଯୁକ୍ତଙ୍କୁ ପାସପୋର୍ଟ ଜମା କରିବାକୁ ନିର୍ଦ୍ଦେଶ ଦେଇଛନ୍ତି। ପରବର୍ତ୍ତୀ ଶୁଣାଣି ଆସନ୍ତା ମାସରେ ହେବ। xyxy=(565,355,750,514)
rws-title: e-procurement Notice for PWS Works xyxy=(674,1290,1014,1311)
table-cell: 2 xyxy=(766,1955,852,1970)
nzp-sign: Deputy Director xyxy=(327,1634,421,1648)
bsnl-date: Dated: 12.09.2012 xyxy=(1027,673,1111,684)
article-text: ମିଶନ ଭଣ୍ଡାରୁ ବାହାର କରି ଏକ ମୋଟରସାଇକେଲରେ ପୋଡ଼ି ଦେଉଥିଲେ। ଇଞ୍ଚିତାର୍ଟ ଓ ରିଲା ପଞ୍ଚାଇତ ଅଫିସରେ ମଧ୍ୟ ଭଙ୍ଗାରୁଜା ହୋଇଛି। ଗ୍ରାମ ମାଲିକ ଆନ୍ଦୋଳନକାରୀଙ୍କ ଅଭିଯୋଗ ଯେ, ପ୍ରଶାସନର ମାନସିକ ନାହିଁ ଯୋଗୁ ଆଜି ଏଭଳି ପରିସ୍ଥିତି ସୃଷ୍ଟି ହୋଇଛି। ଏହି ଆଲୋଚନା ପରେ ସେମାନେ ଗ୍ରାମ ପାଖରେ ଧାରଣା ଦେଇଥିଲେ। ଶୁଭ ସୂଚନା ଅନୁସାରେ ସେଠାରେ କୌଣସି ଅଘଟଣ ଘଟିନାହିଁ। ପୋଲିସ ଏହି ଘଟଣାର ତଦନ୍ତ ଆରମ୍ଭ କରିଛି ଏବଂ ପରିସ୍ଥିତି ଉପରେ ନଜର ରଖାଯାଇଛି। ଗ୍ରାମବାସୀଙ୍କ ଅଭିଯୋଗ ଯେ ସରକାର ଦୃଷ୍ଟି ଦେଉନାହାନ୍ତି। ଏଥିପାଇଁ ଆନ୍ଦୋଳନ ତୀବ୍ର ହୋଇଛି ଏବଂ ସ୍ଥାନୀୟ ଲୋକେ ସମସ୍ତେ ଏକାଠି ହୋଇ ଦାବି କରୁଛନ୍ତି। xyxy=(4,107,376,222)
advertisement-title: ADVERTISEMENT xyxy=(1139,489,1487,527)
oshfws-name: Orissa State Health & Family Welfare Society xyxy=(645,1038,1051,1059)
sign-org: NRHM, Odisha xyxy=(1032,1024,1109,1036)
sign-title: Mission Director xyxy=(1022,1013,1109,1025)
table-row xyxy=(576,1985,1113,2000)
rws-value: Design,Constructing, testing & Commissioning of Pump House & Compound Wall, RCC.ESR with 10 mtr staging & its compound wall, Supplying all construction materials pipes, fittings special & Pumpset & accessories etc, Laying of PVC/MS pipe line and internal & external electrification etc, all complete in all respect for rural piped water supply project to under Boipariguda & Borigumma Block in the district of Koraput. xyxy=(738,1339,1109,1443)
nzp-open-item: 2. Conducting the tourist facility to the Aquarium of Nandankanan Zoological Park. xyxy=(201,1414,336,1473)
gajapati-date: Date 12.09.2012 xyxy=(1019,1824,1113,1838)
ssa-body: ଏତଦ୍ୱାରା ଏହି କାର୍ଯ୍ୟାଳୟର ବିଜ୍ଞାପନ ପତ୍ର ସଂ.୪୦୧୫, ତା୧୮.୦୮.୨୦୧୨ରିଖ ମାଧ୍ୟମରେ ଝାରସୁଗୁଡ଼ା ଜିଲ୍ଲା ପାଇଁ ସର୍ବ ଶିକ୍ଷା ଅଭିଯାନରେ ଶିକ୍ଷା ସହାୟକ ପଦ ପାଇଁ ଆବେଦନ କରିଥିବା ପ୍ରାର୍ଥୀ/ପ୍ରାର୍ଥୀନୀଙ୍କ ଚିଠା, ମୋଟ ତାଲିକା ଏବଂ ଯୋଗ୍ୟତା ତାଲିକା ପ୍ରକାଶ ପାଇଛି। ଏହି ତାଲିକା ଜିଲ୍ଲା ପ୍ରକଳ୍ପ କାର୍ଯ୍ୟାଳୟ, ଜିଲ୍ଲା ଶିକ୍ଷା ଅଧିକାରୀଙ୍କ କାର୍ଯ୍ୟାଳୟ ଏବଂ ସମସ୍ତ ବ୍ଲକ ସଂସାଧନ କେନ୍ଦ୍ରର ବିଜ୍ଞପ୍ତି ଫଳକରେ ପ୍ରଦର୍ଶିତ ହୋଇଛି। ଏଥିସହିତ ଏହି ତାଲିକା ଜିଲ୍ଲାର ୱେବସାଇଟ ରେ ମଧ୍ୟ ଉପଲବ୍ଧ। ଯଦି କୌଣସି ପ୍ରାର୍ଥୀ/ପ୍ରାର୍ଥୀନୀଙ୍କର ଏହି ତାଲିକା ସମ୍ବନ୍ଧରେ କୌଣସି ଅଭିଯୋଗ ଥାଏ, ତେବେ ନିମ୍ନ ପ୍ରଦତ୍ତ ପ୍ରପତ୍ରରେ ଜିଲ୍ଲା ପ୍ରକଳ୍ପ ସଂଯୋଜକ, ସର୍ବ ଶିକ୍ଷା ଅଭିଯାନ, ଝାରସୁଗୁଡ଼ାଙ୍କ କାର୍ଯ୍ୟାଳୟରେ ଆସନ୍ତା ୨୧.୦୯.୨୦୧୨ ସନ୍ଧ୍ୟା ୫ଟା ସୁଦ୍ଧା ଦାଖଲ କରିପାରିବେ। ନିର୍ଦ୍ଧାରିତ ସମୟ ପରେ ମିଳୁଥିବା ଅଭିଯୋଗ ଗ୍ରହଣ କରାଯିବ ନାହିଁ। xyxy=(1138,1548,1488,1721)
sign-title: Mission Director xyxy=(1022,1223,1109,1235)
gajapati-intro: Sealed tenders are invited from intending Transporters/ Travel Agencies/ Individuals/ NGOs/ Private Organizations for engagement of vehicles (Mahindra Max, Scorpio, Bolero and Tata Sumo) in different blocks of Gajapati District as mentioned below. xyxy=(575,1875,1113,1919)
cmc-key: 2. No. of Works xyxy=(201,1954,284,1968)
cmc-value: Municipal Commissioner, C.M.C., Cuttack xyxy=(358,2131,504,2160)
front-page-continued-banner: ପ୍ରଥମ ପୃଷ୍ଠାରୁ... xyxy=(4,26,376,69)
gajapati-vehicle-table xyxy=(575,1924,1113,2000)
ssa-sign-org: ଜିଲ୍ଲା ପ୍ରକଳ୍ପ, ଝାରସୁଗୁଡ଼ା xyxy=(1354,1935,1488,1950)
col-header: To xyxy=(1047,1545,1113,1560)
rws-value: 3 Nos. (Three) xyxy=(738,1446,816,1460)
gajapati-unit: DISTRICT PROGRAMME MANAGEMENT UNIT xyxy=(636,1780,1094,1803)
oshfws-sign xyxy=(587,1213,1109,1246)
column-3 xyxy=(756,22,1125,612)
gajapati-title: TENDER CALL FOR HIRING OF VEHICLE FOR DPMU, BPMU, JANANI EXPRESS AND MOBILE HEALTH UNIT (MHU) UNDER NRHM, GAJAPATI xyxy=(575,1842,1113,1872)
bmc-value: 32 Nos. xyxy=(1322,922,1365,936)
cmc-intro: Bid documents consisting of plans, specifications, the schedule of quantities and the set of terms and conditions of contract and other necessary documents can be seen in the Govt. website i.e. www.tendersorissa.gov.in. xyxy=(199,1858,549,1917)
nandankanan-tender-notice xyxy=(192,1178,556,1726)
rws-key: 02. Total Number of Works xyxy=(577,1446,719,1460)
rws-letter: Letter No. 3462 xyxy=(575,1323,665,1337)
bsnl-website: www.orissa.bsnl.co.in / tender xyxy=(858,760,1016,772)
ssa-sign: ସ୍ୱା./- ଜିଲ୍ଲାପାଳ ତଥା ମୁଖ୍ୟ କାର୍ଯ୍ୟନିର୍ବାହୀ ଅଧିକାରୀ xyxy=(1239,1917,1488,1932)
gajapati-office: OFFICE OF THE CHIEF DISTRICT MEDICAL OFFICER, GAJAPATI xyxy=(660,1744,1070,1779)
ssa-brand: ଶିକ୍ଷା ଅଧିକାର xyxy=(1288,1427,1374,1446)
sign-sd: Sd/- xyxy=(1088,1212,1109,1224)
cmc-key: 4. Period of Completion xyxy=(201,2003,327,2017)
bmc-nib: NIB No. 11608/X-E-3-18/10 xyxy=(1138,839,1292,853)
table-row xyxy=(576,1575,1113,1602)
bmc-key: 3. Nos. of Works xyxy=(1140,922,1229,936)
cmc-key: 1. Name of Work xyxy=(201,1922,291,1936)
table-cell: Janani Express (Ambulance Model) xyxy=(576,1970,767,1985)
oshfws-catering-notice xyxy=(578,1030,1118,1246)
nzp-open-item: 1. Tender for providing security services to State Botanical Garden. xyxy=(201,1367,365,1411)
cmc-footer: Further details can be seen from the procurement portal : www.tendersorissa.gov.in. xyxy=(215,2165,533,2194)
ssa-office-title: ଜିଲ୍ଲା ପ୍ରକଳ୍ପ କାର୍ଯ୍ୟାଳୟ, ସର୍ବ ଶିକ୍ଷା ଅଭିଯାନ, ଝାରସୁଗୁଡ଼ା xyxy=(1174,1456,1452,1499)
article-text: ମିଶନ ଭଣ୍ଡାରୁ ବାହାର କରି ଏକ ମୋଟରସାଇକେଲରେ ପୋଡ଼ି ଦେଉଥିଲେ। ଇଞ୍ଚିତାର୍ଟ ଓ ରିଲା ପଞ୍ଚାଇତ ଅଫିସରେ ମଧ୍ୟ ଭଙ୍ଗାରୁଜା ହୋଇଛି। ଗ୍ରାମ ମାଲିକ ଆନ୍ଦୋଳନକାରୀଙ୍କ ଅଭିଯୋଗ ଯେ, ପ୍ରଶାସନର ମାନସିକ ନାହିଁ ଯୋଗୁ ଆଜି ଏଭଳି ପରିସ୍ଥିତି ସୃଷ୍ଟି ହୋଇଛି। ଏହି ଆଲୋଚନା ପରେ ସେମାନେ ଗ୍ରାମ ପାଖରେ ଧାରଣା ଦେଇଥିଲେ। ଶୁଭ ସୂଚନା ଅନୁସାରେ ସେଠାରେ କୌଣସି ଅଘଟଣ ଘଟିନାହିଁ। ପୋଲିସ ଏହି ଘଟଣାର ତଦନ୍ତ ଆରମ୍ଭ କରିଛି ଏବଂ ପରିସ୍ଥିତି ଉପରେ ନଜର ରଖାଯାଇଛି। ଗ୍ରାମବାସୀଙ୍କ ଅଭିଯୋଗ ଯେ ସରକାର ଦୃଷ୍ଟି ଦେଉନାହାନ୍ତି। ଏଥିପାଇଁ ଆନ୍ଦୋଳନ ତୀବ୍ର ହୋଇଛି ଏବଂ ସ୍ଥାନୀୟ ଲୋକେ ସମସ୍ତେ ଏକାଠି ହୋଇ ଦାବି କରୁଛନ୍ତି। xyxy=(4,226,376,342)
cmc-value: 28.09.2012 at 11.00 A.M. xyxy=(358,2099,494,2113)
oshfws-courier-body: Sealed tenders are invited from courier agencies having wide network in India for providing courier services for the Mission Directorate, NRHM, Odisha. Details regarding the terms & conditions, formats of submission of tender etc. may be downloaded from the website www.nrhmorissa.gov.in. The tender should reach the office of the undersigned by 24th September 2012 (till 2 P.M.). The Tender will be opened at 3.00 PM on 24th September 2012. The undersigned reserves the right to reject any or all the tenders without assigning any reason thereof. xyxy=(587,925,1109,1002)
ssa-url: http://jharsuguda.nic.in xyxy=(1349,1725,1488,1740)
bmc-value: 17.00 hrs. of Dt. 03.10.2012 xyxy=(1322,1112,1475,1126)
cmc-key: 7. Bids received online shall be opened on xyxy=(201,2099,350,2128)
headline-314-alive: ୩୧୪ ଜାବନ୍ତ ... xyxy=(1231,71,1395,100)
article-text: ମହାରାଜା ମଧ୍ୟ କୁଳାପତି ଭାବେ ଯୋଗଦାନ କରିଛନ୍ତି। ମିଳିତ ସରକାର ଅନୁସାରେ, କେନ୍ଦ୍ର ମନ୍ତ୍ରିମଣ୍ଡଳ ବୈଠକରେ ଅନେକ ଗୁରୁତ୍ୱପୂର୍ଣ୍ଣ ନିଷ୍ପତ୍ତି ନିଆଯାଇଛି। ଖାଦ୍ୟ ସୁରକ୍ଷା ବିଲ୍‌କୁ ମଞ୍ଜୁରୀ ମିଳିଛି। ଏହାଦ୍ୱାରା ଦେଶର କୋଟି କୋଟି ଗରିବ ପରିବାର ଉପକୃତ ହେବେ। ମନ୍ତ୍ରିମଣ୍ଡଳ ଖୁଚୁରା ବ୍ୟବସାୟରେ ବିଦେଶୀ ପୁଞ୍ଜିନିବେଶ ପ୍ରସ୍ତାବ ଉପରେ ମଧ୍ୟ ଆଲୋଚନା କରିଛି। ଡିଜେଲ ଦର ବୃଦ୍ଧି ଏବଂ ରୋଷେଇ ଗ୍ୟାସ ସିଲିଣ୍ଡର ସୀମିତ କରିବା ନେଇ ଆଲୋଚନା ହୋଇଛି। ବିରୋଧୀ ଦଳ ଏହି ନିଷ୍ପତ୍ତିର ବିରୋଧ କରିଛନ୍ତି। ସହଯୋଗୀ ଦଳମାନେ ମଧ୍ୟ ଅସନ୍ତୋଷ ପ୍ରକାଶ କରିଛନ୍ତି। ପ୍ରଧାନମନ୍ତ୍ରୀ କହିଛନ୍ତି ଯେ ଅର୍ଥନୈତିକ ସଂସ୍କାର ପାଇଁ ଏହି ପଦକ୍ଷେପ ଆବଶ୍ୟକ। ରାଜକୋଷୀୟ ନିଅଣ୍ଟ ହ୍ରାସ କରିବା ଲକ୍ଷ୍ୟ। xyxy=(756,135,1125,265)
table-cell: 22.09.2012 at 11.00 AM xyxy=(950,1575,1047,1602)
bmc-key: 2. Name of the Works xyxy=(1140,905,1256,919)
cmc-sign-behalf: On behalf of Municipal Commissioner xyxy=(261,2199,487,2213)
oshfws-catering-body: Sealed tenders as per the prescribed format are invited from registered food suppliers / restaurants / catering agencies for supply of buffet lunch for training / workshop /meetings of NRHM as per requirement. The detail terms and conditions may be down loaded from the website: www.nrhmorissa.gov.in. The tenders should reach the office of the undersigned by 24.9.2012 (till 2 PM). The tenders will be opened at 3 PM on 24.9.2012. The undersigned reserves the right to reject any or all the tenders without assigning any reason thereof. xyxy=(587,1135,1109,1212)
tahasil-advertisement xyxy=(1131,482,1495,740)
nzp-opening-heading: Date & time of opening of tender papers. xyxy=(199,1351,440,1365)
nzp-open-item: 3. Procurement of Chainlink mesh xyxy=(201,1476,350,1505)
odisha-emblem-icon xyxy=(1073,844,1109,880)
odisha-emblem-icon xyxy=(1073,1054,1109,1090)
ssa-form-field-name: ୧. ପ୍ରାର୍ଥୀ/ପ୍ରାର୍ଥୀନୀଙ୍କ ନାମ ଓ ଠିକଣା : xyxy=(1138,1974,1318,1989)
cmc-details-table xyxy=(199,1921,549,2162)
bmc-key: 5. Period of Availability of the Bid Documents/ Tenders for On-Line Bidding xyxy=(1140,971,1315,1015)
headline-ambassador: ଜଣେ ରାଷ୍ଟ୍ରଦୂତଙ୍କ ସମେତ... xyxy=(426,22,706,50)
masthead-page: ଧରିତ୍ରୀ ୧୫ xyxy=(1437,0,1493,15)
